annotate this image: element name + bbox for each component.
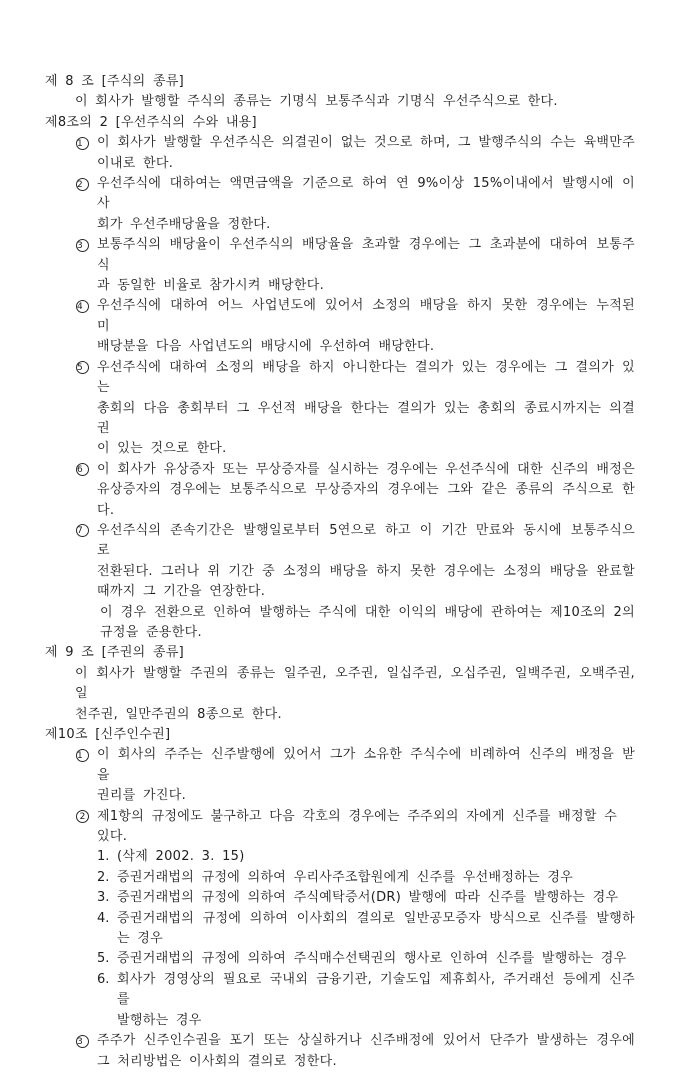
circled-number-marker: 1 <box>76 749 89 762</box>
circled-number-marker: 6 <box>76 463 89 476</box>
subclause-text: 증권거래법의 규정에 의하여 이사회의 결의로 일반공모증자 방식으로 신주를 발행하 <box>117 910 635 926</box>
clause-continuation-line: 때까지 그 기간을 연장한다. <box>97 584 266 600</box>
subclause-line <box>45 909 635 929</box>
clause-text: 우선주식에 대하여 소정의 배당을 하지 아니한다는 결의가 있는 경우에는 그 결의가 있는 <box>97 359 635 396</box>
subclause-line <box>45 970 635 1011</box>
article-header-10: 제10조 [신주인수권] <box>45 727 171 742</box>
circled-number-marker: 1 <box>76 137 89 150</box>
circled-number-marker: 7 <box>76 524 89 537</box>
article-header-8: 제 8 조 [주식의 종류] <box>45 74 185 89</box>
circled-number-marker: 2 <box>76 810 89 823</box>
article-header-8-2: 제8조의 2 [우선주식의 수와 내용] <box>45 114 257 130</box>
subclause-text: 회사가 경영상의 필요로 국내외 금융기관, 기술도입 제휴회사, 주거래선 등에게 신주를 <box>117 971 635 1008</box>
subclause-line <box>45 949 635 969</box>
article-9-body-line: 천주권, 일만주권의 8종으로 한다. <box>75 706 282 722</box>
circled-number-marker: 5 <box>76 361 89 374</box>
subitem-number-marker: 1. <box>97 849 110 865</box>
clause-continuation-line: 전환된다. 그러나 위 기간 중 소정의 배당을 하지 못한 경우에는 소정의 배당을 완료할 <box>97 563 635 579</box>
clause-continuation-line: 권리를 가진다. <box>97 788 187 804</box>
subclause-line <box>45 847 635 867</box>
clause-continuation-line: 이 경우 전환으로 인하여 발행하는 주식에 대한 이익의 배당에 관하여는 제10조의 2의 <box>100 604 635 620</box>
clause-continuation-line: 그 처리방법은 이사회의 결의로 정한다. <box>97 1053 337 1069</box>
subitem-number-marker: 3. <box>97 890 110 906</box>
clause-line <box>45 174 635 215</box>
clause-line <box>45 460 635 480</box>
clause-continuation-line: 총회의 다음 총회부터 그 우선적 배당을 한다는 결의가 있는 총회의 종료시까지는 의결권 <box>97 400 635 436</box>
article-9-body-line: 이 회사가 발행할 주권의 종류는 일주권, 오주권, 일십주권, 오십주권, 일백주권, 오백주권, 일 <box>75 665 635 702</box>
clause-line <box>45 807 635 848</box>
circled-number-marker: 3 <box>76 239 89 252</box>
circled-number-marker: 2 <box>76 178 89 191</box>
subclause-text: 증권거래법의 규정에 의하여 주식매수선택권의 행사로 인하여 신주를 발행하는 경우 <box>117 951 627 967</box>
subclause-line <box>45 888 635 908</box>
clause-line <box>45 745 635 786</box>
clause-continuation-line: 과 동일한 비율로 참가시켜 배당한다. <box>97 278 325 294</box>
subitem-number-marker: 6. <box>97 971 110 987</box>
article-header-9: 제 9 조 [주권의 종류] <box>45 645 185 661</box>
clause-text: 주주가 신주인수권을 포기 또는 상실하거나 신주배정에 있어서 단주가 발생하는 경우에 <box>97 1033 635 1049</box>
clause-text: 보통주식의 배당율이 우선주식의 배당율을 초과할 경우에는 그 초과분에 대하여 보통주식 <box>97 237 635 273</box>
circled-number-marker: 3 <box>76 1035 89 1048</box>
subitem-number-marker: 2. <box>97 869 110 885</box>
subclause-line <box>45 868 635 888</box>
clause-line <box>45 296 635 337</box>
clause-continuation-line: 회가 우선주배당율을 정한다. <box>97 216 271 232</box>
article-8-body-line: 이 회사가 발행할 주식의 종류는 기명식 보통주식과 기명식 우선주식으로 한다. <box>75 94 558 110</box>
clause-continuation-line: 배당분을 다음 사업년도의 배당시에 우선하여 배당한다. <box>97 339 435 355</box>
clause-line <box>45 1031 635 1051</box>
subclause-text: (삭제 2002. 3. 15) <box>117 849 245 865</box>
clause-continuation-line: 이내로 한다. <box>97 155 174 171</box>
clause-line <box>45 133 635 153</box>
clause-text: 이 회사의 주주는 신주발행에 있어서 그가 소유한 주식수에 비례하여 신주의 배정을 받을 <box>97 747 635 783</box>
clause-text: 이 회사가 발행할 우선주식은 의결권이 없는 것으로 하며, 그 발행주식의 수는 육백만주 <box>97 135 635 151</box>
subclause-continuation-line: 는 경우 <box>117 931 164 947</box>
subitem-number-marker: 4. <box>97 910 110 926</box>
subitem-number-marker: 5. <box>97 951 110 967</box>
clause-text: 우선주식에 대하여 어느 사업년도에 있어서 소정의 배당을 하지 못한 경우에는 누적된 미 <box>97 298 635 334</box>
subclause-text: 증권거래법의 규정에 의하여 우리사주조합원에게 신주를 우선배정하는 경우 <box>117 869 574 885</box>
clause-text: 제1항의 규정에도 불구하고 다음 각호의 경우에는 주주외의 자에게 신주를 배정할 수 있다. <box>97 808 618 845</box>
clause-line <box>45 521 635 562</box>
circled-number-marker: 4 <box>76 300 89 313</box>
clause-text: 우선주식에 대하여는 액면금액을 기준으로 하여 연 9%이상 15%이내에서 발행시에 이사 <box>97 176 635 212</box>
clause-text: 우선주식의 존속기간은 발행일로부터 5연으로 하고 이 기간 만료와 동시에 보통주식으로 <box>97 522 635 559</box>
subclause-text: 증권거래법의 규정에 의하여 주식예탁증서(DR) 발행에 따라 신주를 발행하는 경우 <box>117 890 619 906</box>
clause-continuation-line: 유상증자의 경우에는 보통주식으로 무상증자의 경우에는 그와 같은 종류의 주식으로 한다. <box>97 482 635 518</box>
clause-line <box>45 358 635 399</box>
clause-text: 이 회사가 유상증자 또는 무상증자를 실시하는 경우에는 우선주식에 대한 신주의 배정은 <box>97 461 635 477</box>
clause-line <box>45 235 635 276</box>
subclause-continuation-line: 발행하는 경우 <box>117 1012 202 1028</box>
clause-continuation-line: 이 있는 것으로 한다. <box>97 441 227 457</box>
clause-continuation-line: 규정을 준용한다. <box>100 624 202 640</box>
